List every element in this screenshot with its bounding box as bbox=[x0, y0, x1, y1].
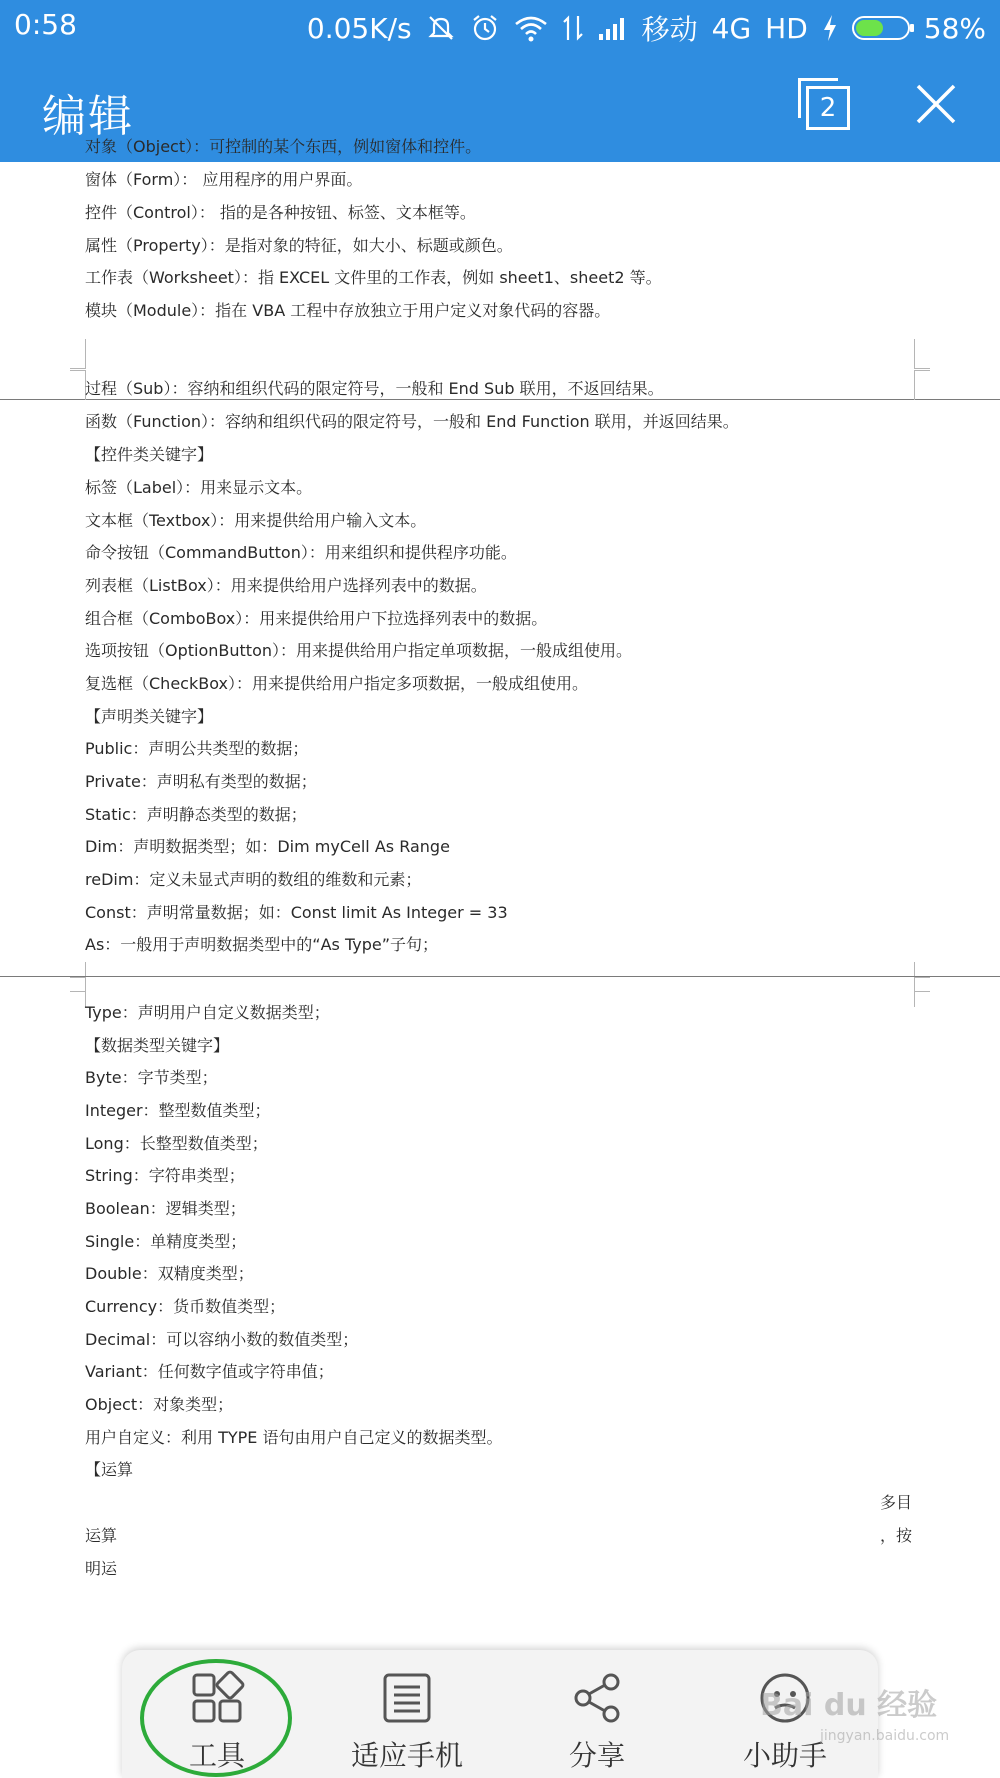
doc-line: As：一般用于声明数据类型中的“As Type”子句； bbox=[85, 935, 438, 954]
close-icon bbox=[914, 82, 958, 126]
doc-line: Type：声明用户自定义数据类型； bbox=[85, 1003, 330, 1022]
doc-line: 【数据类型关键字】 bbox=[85, 1036, 230, 1055]
hd-indicator: HD bbox=[765, 11, 808, 45]
doc-line: Integer：整型数值类型； bbox=[85, 1101, 271, 1120]
toolbar-tools-label: 工具 bbox=[188, 1739, 245, 1772]
toolbar-share-label: 分享 bbox=[568, 1739, 625, 1772]
doc-line: 【控件类关键字】 bbox=[85, 445, 214, 464]
toolbar-share-button[interactable] bbox=[512, 1672, 682, 1778]
close-button[interactable] bbox=[914, 82, 958, 126]
doc-line: Private：声明私有类型的数据； bbox=[85, 772, 317, 791]
doc-line: 命令按钮（CommandButton）：用来组织和提供程序功能。 bbox=[85, 543, 517, 562]
doc-line: 标签（Label）：用来显示文本。 bbox=[85, 478, 313, 497]
document-view[interactable] bbox=[0, 137, 1000, 1778]
page-separator bbox=[0, 976, 1000, 977]
doc-line: Decimal：可以容纳小数的数值类型； bbox=[85, 1330, 359, 1349]
doc-line: Variant：任何数字值或字符串值； bbox=[85, 1362, 334, 1381]
watermark: Bai du 经验 bbox=[760, 1688, 938, 1723]
status-time: 0:58 bbox=[14, 8, 77, 41]
doc-line: 过程（Sub）：容纳和组织代码的限定符号，一般和 End Sub 联用，不返回结果。 bbox=[85, 379, 664, 398]
doc-line: Object：对象类型； bbox=[85, 1395, 234, 1414]
fit-phone-icon bbox=[381, 1672, 433, 1724]
watermark-url: jingyan.baidu.com bbox=[820, 1728, 950, 1744]
mute-icon bbox=[426, 13, 456, 43]
page-title: 编辑 bbox=[42, 91, 134, 142]
doc-line: Static：声明静态类型的数据； bbox=[85, 805, 307, 824]
doc-line: 选项按钮（OptionButton）：用来提供给用户指定单项数据，一般成组使用。 bbox=[85, 641, 632, 660]
doc-line: Single：单精度类型； bbox=[85, 1232, 247, 1251]
signal-icon bbox=[598, 15, 628, 41]
wifi-icon bbox=[514, 14, 548, 42]
doc-line: 复选框（CheckBox）：用来提供给用户指定多项数据，一般成组使用。 bbox=[85, 674, 588, 693]
doc-line: 用户自定义：利用 TYPE 语句由用户自己定义的数据类型。 bbox=[85, 1428, 503, 1447]
doc-line: 工作表（Worksheet）：指 EXCEL 文件里的工作表，例如 sheet1、sheet2 等。 bbox=[85, 268, 662, 287]
doc-line: 属性（Property）：是指对象的特征，如大小、标题或颜色。 bbox=[85, 236, 513, 255]
doc-line: 【运算 bbox=[85, 1460, 134, 1479]
doc-line-partial: ，按 bbox=[880, 1526, 913, 1545]
battery-percent: 58% bbox=[923, 11, 986, 45]
page-corner-mark bbox=[70, 339, 86, 369]
doc-line: Boolean：逻辑类型； bbox=[85, 1199, 246, 1218]
network-type: 4G bbox=[711, 11, 752, 45]
carrier-name: 移动 bbox=[641, 13, 698, 46]
charging-icon bbox=[822, 14, 838, 42]
network-speed: 0.05K/s bbox=[306, 11, 412, 45]
doc-line: Dim：声明数据类型；如：Dim myCell As Range bbox=[85, 837, 450, 856]
doc-line: Currency：货币数值类型； bbox=[85, 1297, 286, 1316]
doc-line: 模块（Module）：指在 VBA 工程中存放独立于用户定义对象代码的容器。 bbox=[85, 301, 611, 320]
data-transfer-icon bbox=[562, 14, 584, 42]
doc-line: 函数（Function）：容纳和组织代码的限定符号，一般和 End Function 联用，并返回结果。 bbox=[85, 412, 739, 431]
toolbar-fit-phone-button[interactable] bbox=[322, 1672, 492, 1778]
doc-line: 对象（Object）：可控制的某个东西，例如窗体和控件。 bbox=[85, 137, 482, 156]
doc-line-partial: 运算 bbox=[85, 1526, 118, 1545]
doc-line: reDim：定义未显式声明的数组的维数和元素； bbox=[85, 870, 422, 889]
page-corner-mark bbox=[914, 339, 930, 369]
doc-line: Public：声明公共类型的数据； bbox=[85, 739, 309, 758]
status-bar bbox=[0, 0, 1000, 52]
page-corner-mark bbox=[70, 370, 86, 400]
doc-line: 窗体（Form）： 应用程序的用户界面。 bbox=[85, 170, 363, 189]
doc-line: 组合框（ComboBox）：用来提供给用户下拉选择列表中的数据。 bbox=[85, 609, 548, 628]
doc-line: Const：声明常量数据；如：Const limit As Integer = 33 bbox=[85, 903, 508, 922]
share-icon bbox=[571, 1672, 623, 1724]
toolbar-assistant-label: 小助手 bbox=[742, 1739, 827, 1772]
doc-line: 列表框（ListBox）：用来提供给用户选择列表中的数据。 bbox=[85, 576, 487, 595]
toolbar-fit-phone-label: 适应手机 bbox=[350, 1739, 463, 1772]
battery-icon bbox=[852, 16, 910, 40]
page-corner-mark bbox=[914, 370, 930, 400]
doc-line-partial: 明运 bbox=[85, 1559, 118, 1578]
tab-count: 2 bbox=[806, 86, 850, 130]
doc-line-partial: 多目 bbox=[880, 1493, 913, 1512]
doc-line: 【声明类关键字】 bbox=[85, 707, 214, 726]
doc-line: String：字符串类型； bbox=[85, 1166, 245, 1185]
tabs-button[interactable] bbox=[798, 78, 850, 130]
page-corner-mark bbox=[70, 977, 86, 1007]
page-corner-mark bbox=[914, 977, 930, 1007]
doc-line: 控件（Control）： 指的是各种按钮、标签、文本框等。 bbox=[85, 203, 476, 222]
doc-line: Double：双精度类型； bbox=[85, 1264, 254, 1283]
page-separator bbox=[0, 399, 1000, 400]
highlight-circle bbox=[140, 1659, 292, 1777]
alarm-icon bbox=[470, 13, 500, 43]
status-right-group bbox=[307, 8, 986, 48]
doc-line: Long：长整型数值类型； bbox=[85, 1134, 268, 1153]
doc-line: Byte：字节类型； bbox=[85, 1068, 218, 1087]
doc-line: 文本框（Textbox）：用来提供给用户输入文本。 bbox=[85, 511, 427, 530]
